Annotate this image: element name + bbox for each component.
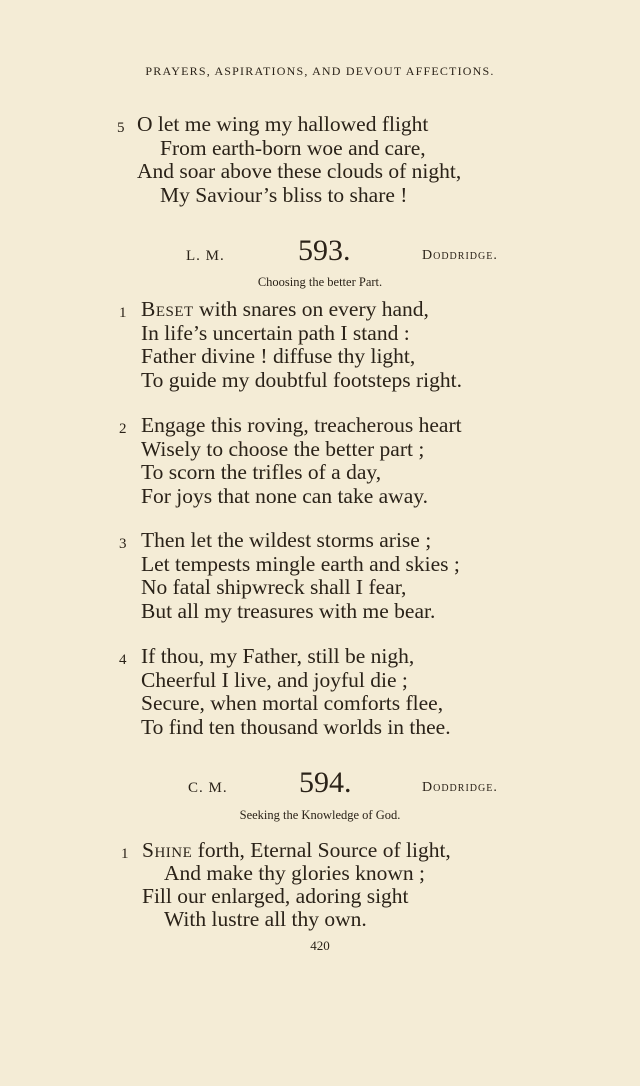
verse-line: In life’s uncertain path I stand :: [141, 321, 410, 345]
verse-line: But all my treasures with me bear.: [141, 599, 436, 623]
first-word: Beset: [141, 297, 194, 321]
running-head: PRAYERS, ASPIRATIONS, AND DEVOUT AFFECTIONS.: [145, 64, 495, 78]
verse-line: No fatal shipwreck shall I fear,: [141, 575, 407, 599]
verse-line: To scorn the trifles of a day,: [141, 460, 382, 484]
stanza-number: 2: [119, 421, 127, 437]
hymn-meter: L. M.: [186, 248, 225, 264]
stanza-number: 1: [121, 846, 129, 862]
verse-line: Engage this roving, treacherous heart: [141, 413, 462, 437]
verse-line: From earth-born woe and care,: [160, 136, 426, 160]
verse-line: Wisely to choose the better part ;: [141, 437, 425, 461]
verse-line: Fill our enlarged, adoring sight: [142, 884, 409, 908]
hymn-number: 593.: [298, 234, 351, 267]
stanza-number: 5: [117, 120, 125, 136]
first-line-rest: with snares on every hand,: [193, 297, 429, 321]
stanza-number: 4: [119, 652, 127, 668]
hymn-number: 594.: [299, 766, 352, 799]
verse-line: Secure, when mortal comforts flee,: [141, 691, 444, 715]
hymn-subtitle: Seeking the Knowledge of God.: [239, 808, 401, 822]
verse-line: My Saviour’s bliss to share !: [160, 183, 408, 207]
verse-line: [141, 298, 429, 321]
hymn-author: Doddridge.: [422, 780, 498, 795]
verse-line: Let tempests mingle earth and skies ;: [141, 552, 460, 576]
verse-line: To guide my doubtful footsteps right.: [141, 368, 462, 392]
hymn-meter: C. M.: [188, 780, 228, 796]
hymn-subtitle: Choosing the better Part.: [257, 275, 383, 289]
first-word: Shine: [142, 838, 193, 862]
stanza-number: 3: [119, 536, 127, 552]
verse-line: Father divine ! diffuse thy light,: [141, 344, 416, 368]
verse-line: To find ten thousand worlds in thee.: [141, 715, 451, 739]
verse-line: [142, 839, 451, 862]
verse-line: Then let the wildest storms arise ;: [141, 528, 432, 552]
hymn-author: Doddridge.: [422, 248, 498, 263]
page-number: 420: [310, 938, 330, 953]
verse-line: Cheerful I live, and joyful die ;: [141, 668, 408, 692]
verse-line: And make thy glories known ;: [164, 861, 425, 885]
verse-line: For joys that none can take away.: [141, 484, 428, 508]
stanza-number: 1: [119, 305, 127, 321]
verse-line: If thou, my Father, still be nigh,: [141, 644, 415, 668]
verse-line: And soar above these clouds of night,: [137, 159, 462, 183]
first-line-rest: forth, Eternal Source of light,: [192, 838, 451, 862]
verse-line: With lustre all thy own.: [164, 907, 367, 931]
verse-line: O let me wing my hallowed flight: [137, 112, 429, 136]
